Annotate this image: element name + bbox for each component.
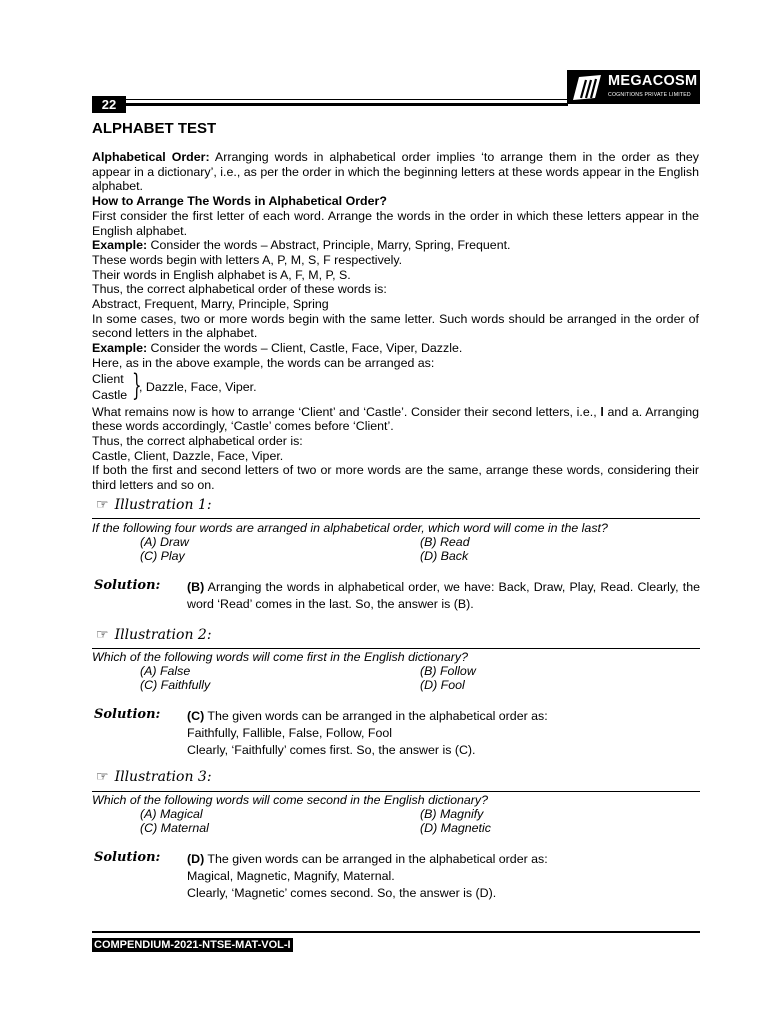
question: Which of the following words will come second in the English dictionary? [92, 793, 489, 807]
page-title: ALPHABET TEST [92, 120, 217, 137]
text-line: Thus, the correct alphabetical order is: [92, 433, 303, 448]
solution-label: Solution: [94, 578, 161, 593]
illustration-1-heading [96, 497, 212, 513]
option: (C) Faithfully [140, 678, 211, 692]
option: (D) Fool [420, 678, 465, 692]
paragraph [92, 405, 699, 434]
paragraph: If both the first and second letters of two or more words are the same, arrange these words, considering their third letters and so on. [92, 463, 699, 493]
brace-group [92, 367, 699, 404]
option: (A) Magical [140, 807, 203, 821]
header-rule-thin [126, 99, 568, 100]
brace-rest: , Dazzle, Face, Viper. [139, 379, 257, 394]
term-label: Alphabetical Order: [92, 150, 210, 164]
illustration-title: Illustration 1: [114, 497, 212, 513]
pointing-hand-icon: ☞ [96, 497, 109, 513]
brace-word: Castle [92, 387, 128, 402]
illustration-rule [92, 518, 700, 519]
pointing-hand-icon: ☞ [96, 769, 109, 785]
solution-line [187, 708, 700, 725]
solution-line: Arranging the words in alphabetical order, we have: Back, Draw, Play, Read. Clearly, the word ‘Read’ comes in the last. So, the answer is (B). [187, 580, 700, 611]
section-heading: How to Arrange The Words in Alphabetical Order? [92, 194, 387, 209]
paragraph-text: Arranging words in alphabetical order implies ‘to arrange them in the order as they appear in a dictionary’, i.e., as per the order in which the beginning letters at these words appear in the English alphabet. [92, 150, 699, 194]
footer-label: COMPENDIUM-2021-NTSE-MAT-VOL-I [94, 939, 291, 951]
megacosm-logo-icon [571, 74, 603, 101]
option: (C) Maternal [140, 821, 209, 835]
text-line: Here, as in the above example, the words can be arranged as: [92, 355, 435, 370]
illustration-title: Illustration 2: [114, 627, 212, 643]
intro-body [92, 150, 699, 493]
solution-line [187, 851, 700, 868]
illustration-title: Illustration 3: [114, 769, 212, 785]
example-line [92, 341, 699, 356]
solution-label: Solution: [94, 850, 161, 865]
illustration-rule [92, 791, 700, 792]
question: If the following four words are arranged in alphabetical order, which word will come in the last? [92, 521, 608, 535]
option: (D) Magnetic [420, 821, 491, 835]
illustration-3-heading [96, 769, 212, 785]
example-text: Consider the words – Abstract, Principle, Marry, Spring, Frequent. [147, 238, 511, 253]
text-line: Thus, the correct alphabetical order of these words is: [92, 282, 387, 297]
option: (A) Draw [140, 535, 189, 549]
brace-word: Client [92, 371, 124, 386]
option: (C) Play [140, 549, 185, 563]
answer-key: (C) [187, 709, 205, 723]
answer-key: (B) [187, 580, 205, 594]
paragraph: First consider the first letter of each word. Arrange the words in the order in which these letters appear in the English alphabet. [92, 208, 699, 238]
option: (D) Back [420, 549, 469, 563]
option: (B) Magnify [420, 807, 484, 821]
pointing-hand-icon: ☞ [96, 627, 109, 643]
text-line: Abstract, Frequent, Marry, Principle, Spring [92, 297, 329, 312]
example-label: Example: [92, 238, 148, 253]
right-brace-icon: } [132, 367, 142, 403]
illustration-2-heading [96, 627, 212, 643]
paragraph-text: What remains now is how to arrange ‘Client’ and ‘Castle’. Consider their second letters, i.e., [92, 404, 601, 419]
answer-key: (D) [187, 852, 205, 866]
paragraph: In some cases, two or more words begin with the same letter. Such words should be arranged in the order of second letters in the alphabet. [92, 311, 699, 341]
bold-letter: l [600, 404, 604, 419]
solution-text [187, 851, 700, 902]
option: (A) False [140, 664, 191, 678]
solution-line-text: The given words can be arranged in the alphabetical order as: [204, 852, 548, 866]
solution-label: Solution: [94, 707, 161, 722]
solution-line: Clearly, ‘Faithfully’ comes first. So, the answer is (C). [187, 743, 476, 757]
header-rule [126, 103, 568, 106]
solution-text [187, 708, 700, 759]
solution-line: Clearly, ‘Magnetic’ comes second. So, the answer is (D). [187, 886, 497, 900]
logo-subtitle: COGNITIONS PRIVATE LIMITED [608, 92, 691, 98]
solution-line-text: The given words can be arranged in the alphabetical order as: [204, 709, 548, 723]
text-line: Castle, Client, Dazzle, Face, Viper. [92, 448, 284, 463]
solution-line: Magical, Magnetic, Magnify, Maternal. [187, 869, 395, 883]
option: (B) Read [420, 535, 470, 549]
text-line: Their words in English alphabet is A, F, M, P, S. [92, 267, 351, 282]
solution-text [187, 579, 700, 613]
paragraph-text: and a. Arranging these words accordingly, ‘Castle’ comes before ‘Client’. [92, 404, 699, 434]
option: (B) Follow [420, 664, 476, 678]
example-label: Example: [92, 341, 148, 356]
example-line [92, 238, 699, 253]
logo-name: MEGACOSM [608, 73, 698, 89]
question: Which of the following words will come first in the English dictionary? [92, 650, 469, 664]
solution-line: Faithfully, Fallible, False, Follow, Fool [187, 726, 392, 740]
footer-rule [92, 931, 700, 933]
page-number: 22 [92, 96, 126, 113]
illustration-rule [92, 648, 700, 649]
example-text: Consider the words – Client, Castle, Face, Viper, Dazzle. [147, 341, 463, 356]
text-line: These words begin with letters A, P, M, S, F respectively. [92, 252, 403, 267]
paragraph-alphabetical-order [92, 150, 699, 194]
